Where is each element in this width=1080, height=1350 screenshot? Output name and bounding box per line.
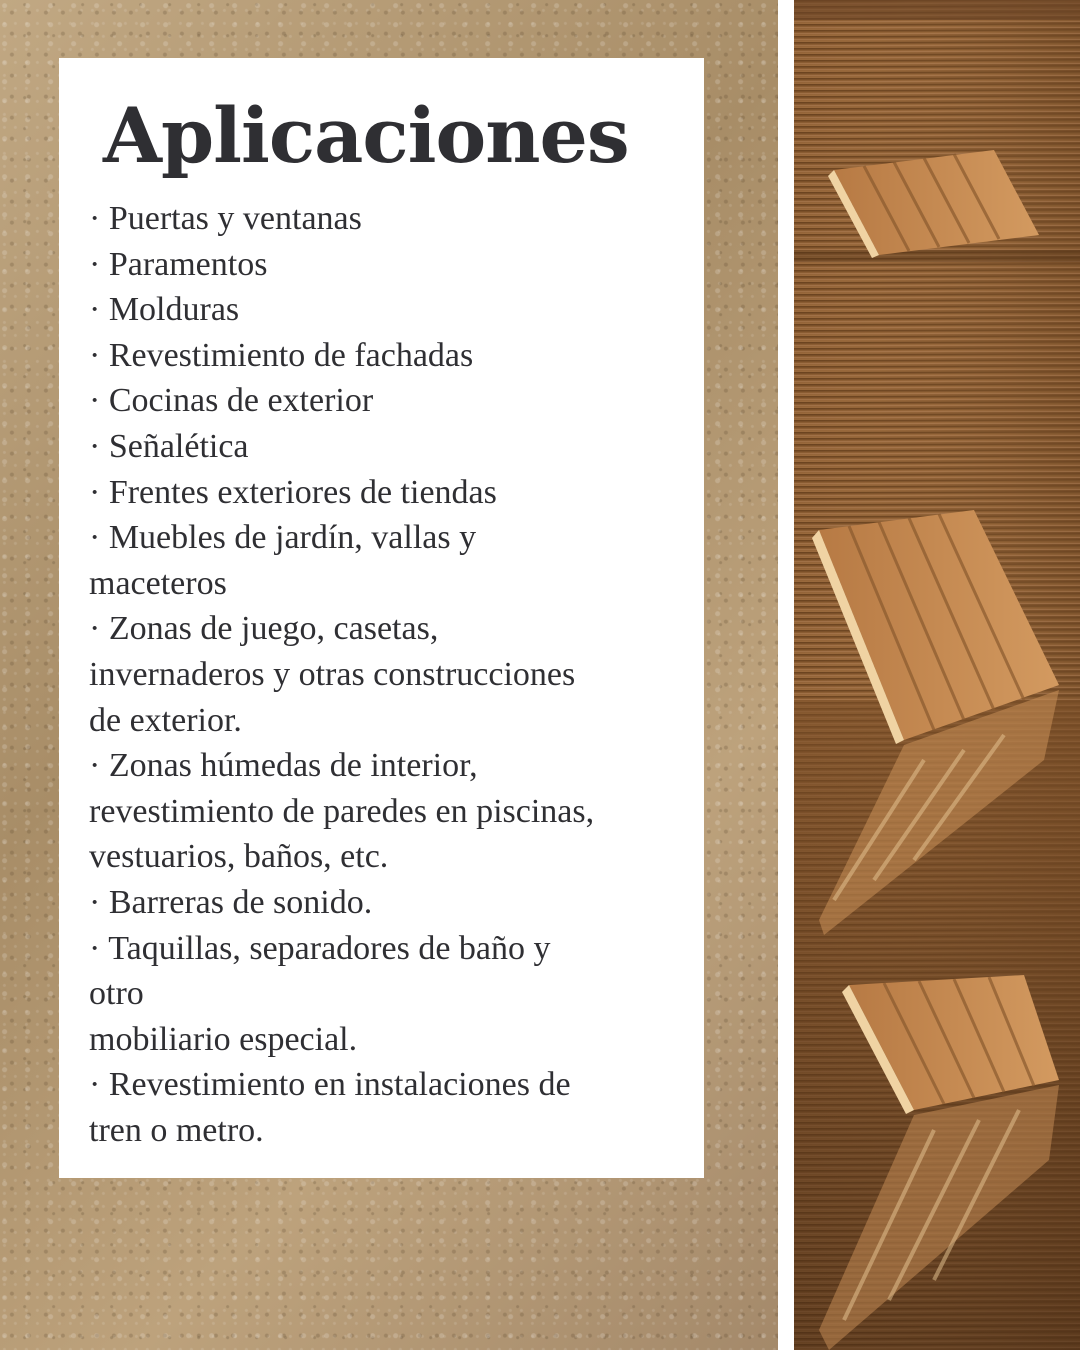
list-line: maceteros xyxy=(89,564,227,602)
list-line: · Zonas húmedas de interior, xyxy=(89,747,478,785)
list-line: · Cocinas de exterior xyxy=(89,382,374,420)
list-line: mobiliario especial. xyxy=(89,1020,358,1058)
list-line: · Revestimiento en instalaciones de xyxy=(89,1066,571,1104)
list-line: · Taquillas, separadores de baño y xyxy=(89,929,551,967)
list-line: revestimiento de paredes en piscinas, xyxy=(89,792,595,830)
list-line: · Barreras de sonido. xyxy=(89,883,373,921)
list-line: tren o metro. xyxy=(89,1111,264,1149)
list-line: · Molduras xyxy=(89,291,240,329)
list-line: de exterior. xyxy=(89,701,242,739)
list-line: · Revestimiento de fachadas xyxy=(89,336,474,374)
applications-card xyxy=(59,58,704,1178)
wood-panels-photo xyxy=(794,0,1080,1350)
page-title: Aplicaciones xyxy=(103,91,629,180)
list-line: invernaderos y otras construcciones xyxy=(89,655,576,693)
list-line: · Muebles de jardín, vallas y xyxy=(89,519,477,557)
list-line: · Paramentos xyxy=(89,245,268,283)
list-line: · Puertas y ventanas xyxy=(89,200,362,237)
list-line: · Frentes exteriores de tiendas xyxy=(89,473,497,511)
list-line: · Señalética xyxy=(89,427,249,465)
white-divider xyxy=(778,0,794,1350)
applications-list xyxy=(89,196,689,1153)
list-line: otro xyxy=(89,975,144,1013)
list-line: · Zonas de juego, casetas, xyxy=(89,610,439,648)
list-line: vestuarios, baños, etc. xyxy=(89,838,389,876)
